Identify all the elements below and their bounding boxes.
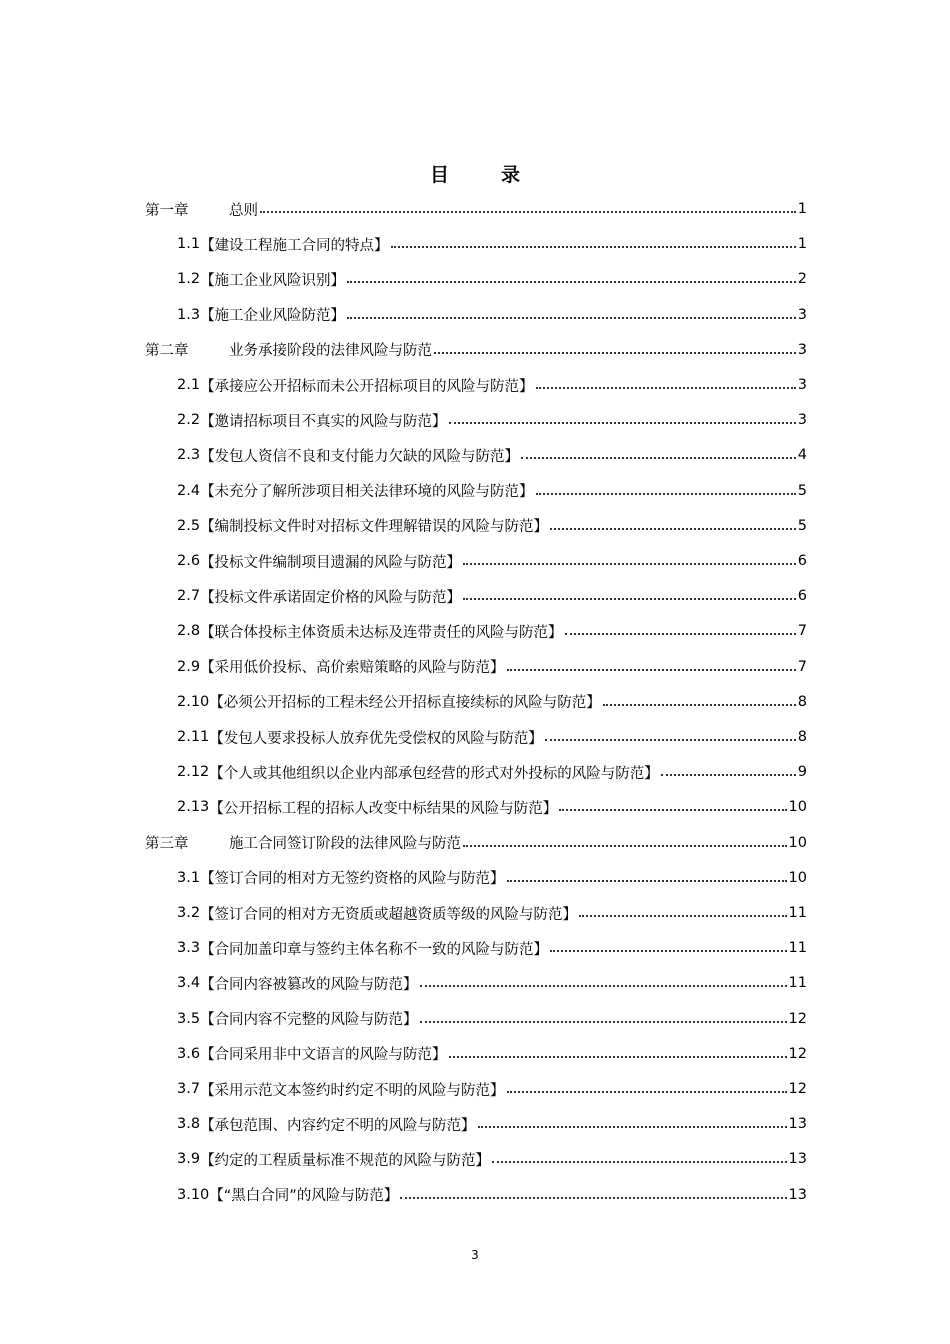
- toc-section-entry[interactable]: [177, 1037, 807, 1071]
- toc-dot-leader: [463, 598, 796, 600]
- toc-dot-leader: [463, 845, 787, 847]
- toc-entry-number: 第二章: [145, 343, 189, 360]
- toc-entry-number: 2.7: [177, 588, 201, 605]
- toc-entry-label: 【承包范围、内容约定不明的风险与防范】: [200, 1117, 476, 1134]
- toc-section-entry[interactable]: [177, 650, 807, 684]
- toc-entry-label: 【承接应公开招标而未公开招标项目的风险与防范】: [200, 378, 534, 395]
- toc-entry-number: 3.7: [177, 1081, 201, 1097]
- toc-dot-leader: [260, 211, 796, 213]
- toc-entry-label: 【编制投标文件时对招标文件理解错误的风险与防范】: [200, 519, 549, 536]
- toc-entry-number: 3.1: [177, 869, 201, 886]
- toc-entry-label: 【施工企业风险防范】: [200, 308, 346, 325]
- toc-entry-page: 10: [788, 799, 807, 816]
- toc-dot-leader: [603, 704, 796, 706]
- toc-section-entry[interactable]: [177, 403, 807, 437]
- toc-entry-page: 12: [788, 1045, 807, 1062]
- toc-entry-label: 【发包人资信不良和支付能力欠缺的风险与防范】: [200, 448, 520, 465]
- toc-entry-page: 8: [797, 693, 807, 710]
- toc-entry-number: 3.4: [177, 975, 201, 992]
- toc-entry-page: 5: [797, 517, 807, 534]
- toc-entry-number: 2.11: [177, 729, 210, 745]
- toc-section-entry[interactable]: [177, 861, 807, 895]
- toc-entry-page: 3: [797, 306, 807, 323]
- toc-entry-label: 总则: [229, 202, 258, 219]
- toc-dot-leader: [559, 809, 786, 811]
- toc-entry-number: 2.10: [177, 693, 210, 710]
- toc-section-entry[interactable]: [177, 931, 807, 965]
- toc-section-entry[interactable]: [177, 509, 807, 543]
- toc-dot-leader: [536, 493, 796, 495]
- toc-entry-number: 3.3: [177, 940, 201, 957]
- toc-entry-label: 【必须公开招标的工程未经公开招标直接续标的风险与防范】: [209, 695, 601, 712]
- toc-dot-leader: [463, 563, 796, 565]
- toc-dot-leader: [545, 739, 796, 741]
- toc-entry-label: 【合同内容被篡改的风险与防范】: [200, 976, 418, 993]
- toc-entry-label: 【合同内容不完整的风险与防范】: [200, 1012, 418, 1029]
- toc-entry-label: 【签订合同的相对方无签约资格的风险与防范】: [200, 871, 505, 888]
- toc-entry-number: 3.9: [177, 1151, 201, 1168]
- toc-entry-label: 【采用低价投标、高价索赔策略的风险与防范】: [200, 660, 505, 677]
- toc-entry-page: 5: [797, 482, 807, 499]
- toc-entry-label: 【发包人要求投标人放弃优先受偿权的风险与防范】: [209, 730, 543, 747]
- toc-section-entry[interactable]: [177, 262, 807, 296]
- toc-section-entry[interactable]: [177, 227, 807, 261]
- toc-entry-page: 6: [797, 588, 807, 605]
- toc-section-entry[interactable]: [177, 474, 807, 508]
- toc-dot-leader: [420, 985, 787, 987]
- toc-entry-label: 【个人或其他组织以企业内部承包经营的形式对外投标的风险与防范】: [209, 765, 659, 782]
- toc-entry-page: 1: [797, 201, 807, 217]
- toc-entry-label: 业务承接阶段的法律风险与防范: [229, 343, 432, 360]
- toc-entry-number: 2.12: [177, 764, 210, 781]
- toc-entry-page: 10: [788, 834, 807, 851]
- toc-dot-leader: [507, 669, 796, 671]
- toc-entry-label: 【约定的工程质量标准不规范的风险与防范】: [200, 1152, 491, 1169]
- toc-dot-leader: [449, 1056, 787, 1058]
- toc-dot-leader: [449, 422, 796, 424]
- toc-entry-number: 3.8: [177, 1116, 201, 1133]
- toc-entry-label: 【投标文件编制项目遗漏的风险与防范】: [200, 554, 462, 571]
- toc-entry-page: 4: [797, 447, 807, 464]
- toc-dot-leader: [536, 387, 796, 389]
- toc-entry-page: 6: [797, 553, 807, 569]
- toc-entry-page: 12: [788, 1010, 807, 1027]
- toc-chapter-entry[interactable]: [145, 826, 807, 860]
- toc-entry-page: 3: [797, 377, 807, 393]
- toc-section-entry[interactable]: [177, 685, 807, 719]
- toc-entry-number: 3.2: [177, 905, 201, 921]
- toc-section-entry[interactable]: [177, 368, 807, 402]
- toc-entry-number: 2.6: [177, 553, 201, 569]
- toc-entry-label: 【合同加盖印章与签约主体名称不一致的风险与防范】: [200, 941, 549, 958]
- toc-entry-label: 【公开招标工程的招标人改变中标结果的风险与防范】: [209, 800, 558, 817]
- toc-entry-page: 11: [788, 975, 807, 992]
- toc-entry-number: 2.5: [177, 517, 201, 534]
- toc-section-entry[interactable]: [177, 1072, 807, 1106]
- toc-dot-leader: [521, 457, 796, 459]
- toc-entry-label: 【施工企业风险识别】: [200, 272, 346, 289]
- toc-entry-number: 3.6: [177, 1045, 201, 1062]
- toc-entry-number: 2.4: [177, 482, 201, 499]
- toc-dot-leader: [492, 1161, 786, 1163]
- toc-entry-page: 11: [788, 905, 807, 921]
- toc-entry-number: 1.1: [177, 236, 201, 253]
- toc-chapter-entry[interactable]: [145, 333, 807, 367]
- toc-section-entry[interactable]: [177, 966, 807, 1000]
- toc-entry-number: 2.1: [177, 377, 201, 393]
- toc-title-right: 录: [501, 164, 521, 186]
- toc-entry-label: 【签订合同的相对方无资质或超越资质等级的风险与防范】: [200, 906, 578, 923]
- toc-chapter-entry[interactable]: [145, 192, 807, 226]
- toc-section-entry[interactable]: [177, 755, 807, 789]
- toc-entry-number: 2.9: [177, 658, 201, 675]
- toc-entry-page: 3: [797, 341, 807, 358]
- toc-section-entry[interactable]: [177, 790, 807, 824]
- toc-entry-label: 【未充分了解所涉项目相关法律环境的风险与防范】: [200, 484, 534, 501]
- toc-entry-number: 第一章: [145, 202, 189, 219]
- toc-entry-label: 【投标文件承诺固定价格的风险与防范】: [200, 589, 462, 606]
- toc-section-entry[interactable]: [177, 1107, 807, 1141]
- toc-entry-page: 11: [788, 940, 807, 957]
- toc-entry-number: 第三章: [145, 836, 189, 853]
- toc-entry-number: 3.5: [177, 1010, 201, 1027]
- toc-entry-page: 13: [788, 1116, 807, 1133]
- toc-entry-page: 2: [797, 271, 807, 288]
- toc-entry-number: 2.2: [177, 412, 201, 429]
- toc-entry-label: 【建设工程施工合同的特点】: [200, 237, 389, 254]
- toc-title: [0, 160, 950, 187]
- toc-entry-number: 1.2: [177, 271, 201, 288]
- toc-title-left: 目: [429, 164, 449, 186]
- toc-dot-leader: [661, 774, 796, 776]
- toc-dot-leader: [391, 246, 796, 248]
- toc-section-entry[interactable]: [177, 1178, 807, 1212]
- toc-dot-leader: [565, 633, 796, 635]
- toc-entry-page: 3: [797, 412, 807, 429]
- toc-entry-number: 3.10: [177, 1186, 210, 1203]
- toc-entry-label: 【采用示范文本签约时约定不明的风险与防范】: [200, 1082, 505, 1099]
- toc-dot-leader: [347, 281, 796, 283]
- toc-section-entry[interactable]: [177, 438, 807, 472]
- toc-dot-leader: [478, 1126, 787, 1128]
- toc-entry-page: 1: [797, 236, 807, 253]
- toc-entry-label: 【“黑白合同”的风险与防范】: [209, 1188, 399, 1205]
- toc-section-entry[interactable]: [177, 1142, 807, 1176]
- toc-dot-leader: [434, 352, 796, 354]
- toc-entry-page: 10: [788, 869, 807, 886]
- toc-entry-page: 7: [797, 658, 807, 675]
- toc-section-entry[interactable]: [177, 614, 807, 648]
- toc-section-entry[interactable]: [177, 896, 807, 930]
- toc-entry-label: 施工合同签订阶段的法律风险与防范: [229, 836, 461, 853]
- toc-section-entry[interactable]: [177, 720, 807, 754]
- toc-section-entry[interactable]: [177, 1002, 807, 1036]
- toc-entry-number: 2.3: [177, 447, 201, 464]
- toc-dot-leader: [550, 528, 796, 530]
- toc-dot-leader: [347, 317, 796, 319]
- toc-section-entry[interactable]: [177, 579, 807, 613]
- page-number: 3: [471, 1248, 479, 1262]
- toc-entry-page: 8: [797, 729, 807, 745]
- toc-entry-page: 9: [797, 764, 807, 781]
- toc-entry-label: 【邀请招标项目不真实的风险与防范】: [200, 413, 447, 430]
- toc-entry-page: 13: [788, 1186, 807, 1203]
- toc-entry-page: 7: [797, 623, 807, 640]
- toc-section-entry[interactable]: [177, 544, 807, 578]
- toc-dot-leader: [507, 1091, 787, 1093]
- toc-entry-label: 【联合体投标主体资质未达标及连带责任的风险与防范】: [200, 624, 563, 641]
- toc-dot-leader: [579, 915, 786, 917]
- toc-dot-leader: [507, 880, 787, 882]
- toc-entry-number: 1.3: [177, 306, 201, 323]
- toc-entry-number: 2.13: [177, 799, 210, 816]
- toc-section-entry[interactable]: [177, 298, 807, 332]
- toc-dot-leader: [420, 1021, 787, 1023]
- toc-dot-leader: [550, 950, 786, 952]
- toc-entry-number: 2.8: [177, 623, 201, 640]
- toc-entry-page: 13: [788, 1151, 807, 1168]
- toc-dot-leader: [400, 1197, 786, 1199]
- toc-entry-label: 【合同采用非中文语言的风险与防范】: [200, 1047, 447, 1064]
- toc-entry-page: 12: [788, 1081, 807, 1097]
